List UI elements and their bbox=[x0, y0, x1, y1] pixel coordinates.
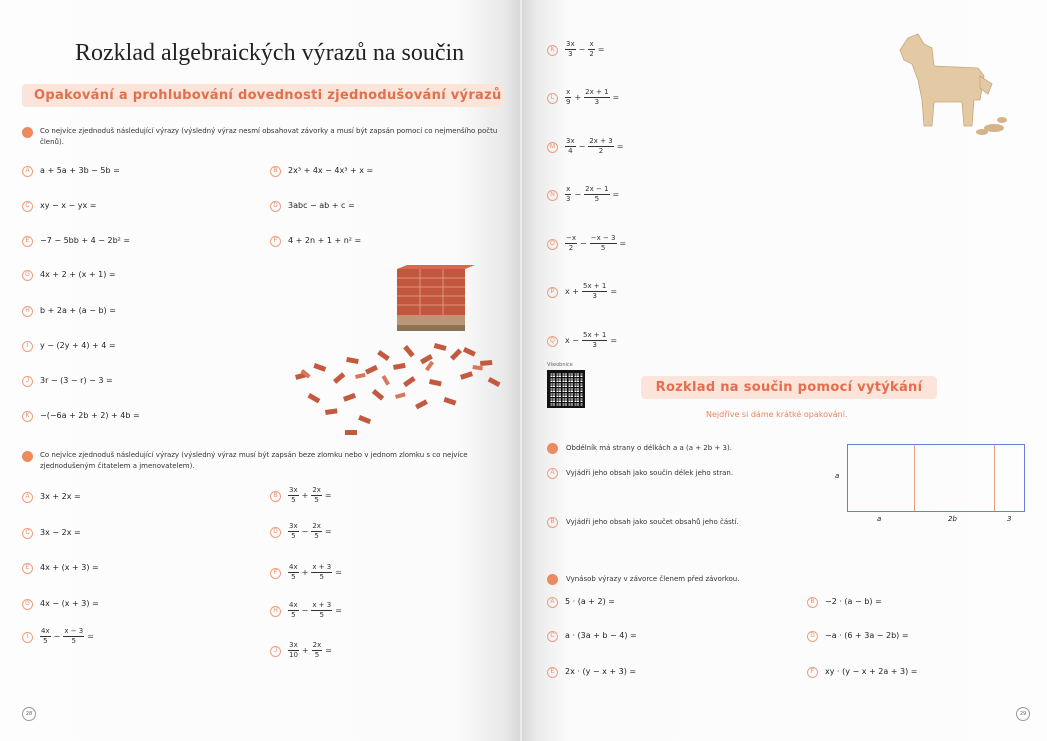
letter-badge: C bbox=[547, 631, 558, 642]
denominator: 2 bbox=[598, 147, 604, 155]
numerator: 3x bbox=[566, 137, 575, 145]
fraction bbox=[288, 641, 299, 660]
letter-badge: F bbox=[270, 236, 281, 247]
right-page bbox=[522, 0, 1047, 741]
operator: − bbox=[580, 239, 587, 248]
fraction bbox=[311, 522, 322, 541]
operator: + bbox=[301, 568, 309, 577]
numerator: 3x bbox=[289, 486, 298, 494]
equals: = bbox=[324, 491, 332, 500]
numerator: 4x bbox=[41, 627, 50, 635]
letter-badge: H bbox=[22, 306, 33, 317]
letter-badge: J bbox=[270, 646, 281, 657]
operator: − bbox=[53, 632, 61, 641]
operator: − bbox=[574, 190, 582, 199]
page-title: Rozklad algebraických výrazů na součin bbox=[75, 40, 465, 66]
fraction bbox=[288, 563, 299, 582]
denominator: 3 bbox=[594, 98, 600, 106]
numerator: 2x − 1 bbox=[585, 185, 609, 193]
numerator: 2x + 1 bbox=[585, 88, 609, 96]
letter-badge: J bbox=[22, 376, 33, 387]
page-number-right: 29 bbox=[1016, 707, 1030, 721]
numerator: x + 3 bbox=[312, 563, 332, 571]
equals: = bbox=[335, 606, 342, 615]
letter-badge: M bbox=[547, 142, 558, 153]
question-number-2 bbox=[22, 451, 33, 462]
letter-badge: F bbox=[807, 667, 818, 678]
fraction bbox=[40, 627, 51, 646]
numerator: x bbox=[589, 40, 594, 48]
fraction bbox=[590, 234, 617, 253]
expression: xy − x − yx = bbox=[40, 201, 97, 210]
numerator: x bbox=[566, 88, 571, 96]
denominator: 4 bbox=[568, 147, 573, 155]
prefix-term: x − bbox=[565, 336, 579, 345]
fraction bbox=[312, 641, 323, 660]
fraction bbox=[311, 601, 332, 620]
fraction-expression bbox=[565, 282, 620, 301]
letter-badge: B bbox=[547, 517, 558, 528]
expression: 2x · (y − x + 3) = bbox=[565, 667, 637, 676]
fraction bbox=[565, 40, 576, 59]
equals: = bbox=[324, 527, 332, 536]
question-number-2 bbox=[547, 574, 558, 585]
segment-divider bbox=[914, 445, 915, 511]
letter-badge: I bbox=[22, 632, 33, 643]
letter-badge: A bbox=[547, 597, 558, 608]
denominator: 2 bbox=[589, 50, 594, 58]
letter-badge: O bbox=[547, 239, 558, 250]
denominator: 5 bbox=[291, 532, 296, 540]
fraction-expression bbox=[565, 88, 622, 107]
fraction bbox=[565, 137, 576, 156]
fraction-expression bbox=[565, 331, 620, 350]
letter-badge: D bbox=[807, 631, 818, 642]
segment-divider bbox=[994, 445, 995, 511]
expression: 3r − (3 − r) − 3 = bbox=[40, 376, 113, 385]
operator: − bbox=[578, 45, 586, 54]
letter-badge: A bbox=[22, 492, 33, 503]
numerator: x − 3 bbox=[64, 627, 84, 635]
expression: −7 − 5bb + 4 − 2b² = bbox=[40, 236, 131, 245]
fraction bbox=[582, 282, 607, 301]
denominator: 9 bbox=[566, 98, 571, 106]
equals: = bbox=[619, 239, 627, 248]
fraction bbox=[311, 563, 332, 582]
fraction bbox=[288, 522, 299, 541]
fraction bbox=[584, 88, 609, 107]
operator: − bbox=[578, 142, 586, 151]
denominator: 5 bbox=[314, 496, 319, 504]
numerator: 2x bbox=[312, 522, 321, 530]
denominator: 5 bbox=[600, 244, 606, 252]
letter-badge: H bbox=[270, 606, 281, 617]
expression: −a · (6 + 3a − 2b) = bbox=[825, 631, 909, 640]
numerator: 4x bbox=[289, 601, 298, 609]
fraction-expression bbox=[40, 627, 97, 646]
numerator: 3x bbox=[566, 40, 575, 48]
fraction-expression bbox=[565, 185, 622, 204]
expression: b + 2a + (a − b) = bbox=[40, 306, 116, 315]
numerator: 4x bbox=[289, 563, 298, 571]
page-number-left: 28 bbox=[22, 707, 36, 721]
fraction bbox=[63, 627, 84, 646]
numerator: 5x + 1 bbox=[582, 282, 607, 290]
numerator: x + 3 bbox=[312, 601, 332, 609]
letter-badge: A bbox=[22, 166, 33, 177]
expression: −2 · (a − b) = bbox=[825, 597, 882, 606]
letter-badge: G bbox=[22, 270, 33, 281]
equals: = bbox=[610, 287, 618, 296]
denominator: 3 bbox=[592, 341, 597, 349]
numerator: 2x + 3 bbox=[589, 137, 613, 145]
segment-label-a: a bbox=[877, 515, 882, 523]
question-number-1 bbox=[547, 443, 558, 454]
task-text: Vyjádři jeho obsah jako součet obsahů jeho částí. bbox=[566, 518, 739, 526]
letter-badge: F bbox=[270, 568, 281, 579]
letter-badge: K bbox=[547, 45, 558, 56]
numerator: 5x + 1 bbox=[582, 331, 607, 339]
fraction-expression bbox=[288, 522, 335, 541]
expression: 4x + (x + 3) = bbox=[40, 563, 99, 572]
letter-badge: E bbox=[22, 236, 33, 247]
letter-badge: L bbox=[547, 93, 558, 104]
rectangle-diagram bbox=[847, 444, 1025, 512]
denominator: 3 bbox=[592, 292, 597, 300]
numerator: 2x bbox=[312, 641, 322, 649]
numerator: 3x bbox=[289, 641, 298, 649]
equals: = bbox=[87, 632, 94, 641]
letter-badge: A bbox=[547, 468, 558, 479]
denominator: 5 bbox=[71, 637, 76, 645]
equals: = bbox=[612, 93, 620, 102]
expression: 3abc − ab + c = bbox=[288, 201, 355, 210]
expression: y − (2y + 4) + 4 = bbox=[40, 341, 116, 350]
question-2-text: Co nejvíce zjednoduš následující výrazy (výsledný výraz musí být zapsán beze zlomku nebo v jednom zlomku s co nejvíce zjednodušeným čitatelem a jmenovatelem). bbox=[40, 451, 468, 470]
question-number-1 bbox=[22, 127, 33, 138]
numerator: −x − 3 bbox=[590, 234, 616, 242]
letter-badge: K bbox=[22, 411, 33, 422]
expression: a + 5a + 3b − 5b = bbox=[40, 166, 120, 175]
denominator: 2 bbox=[568, 244, 574, 252]
task-text: Vyjádři jeho obsah jako součin délek jeho stran. bbox=[566, 469, 734, 477]
expression: xy · (y − x + 2a + 3) = bbox=[825, 667, 918, 676]
denominator: 3 bbox=[566, 195, 571, 203]
fraction-expression bbox=[288, 641, 335, 660]
expression: 3x + 2x = bbox=[40, 492, 81, 501]
question-1-text: Co nejvíce zjednoduš následující výrazy (výsledný výraz nesmí obsahovat závorky a musí být zapsán pomocí co nejmenšího počtu členů). bbox=[40, 127, 498, 146]
section-banner: Rozklad na součin pomocí vytýkání bbox=[641, 376, 937, 399]
fraction bbox=[288, 486, 299, 505]
expression: 4x + 2 + (x + 1) = bbox=[40, 270, 116, 279]
letter-badge: C bbox=[22, 528, 33, 539]
letter-badge: E bbox=[547, 667, 558, 678]
operator: − bbox=[301, 527, 309, 536]
fraction-expression bbox=[565, 234, 629, 253]
fraction bbox=[582, 331, 607, 350]
fraction bbox=[584, 185, 609, 204]
equals: = bbox=[612, 190, 620, 199]
question-1-text: Obdélník má strany o délkách a a (a + 2b + 3). bbox=[566, 444, 732, 452]
fraction-expression bbox=[565, 40, 607, 59]
letter-badge: B bbox=[807, 597, 818, 608]
denominator: 10 bbox=[289, 651, 298, 659]
denominator: 5 bbox=[319, 611, 324, 619]
letter-badge: I bbox=[22, 341, 33, 352]
letter-badge: C bbox=[22, 201, 33, 212]
letter-badge: D bbox=[270, 201, 281, 212]
bricks-pallet-image bbox=[285, 265, 515, 445]
letter-badge: P bbox=[547, 287, 558, 298]
denominator: 5 bbox=[291, 573, 296, 581]
qr-code[interactable] bbox=[547, 370, 585, 408]
wooden-horse-image bbox=[894, 30, 1009, 142]
denominator: 5 bbox=[291, 611, 296, 619]
denominator: 5 bbox=[314, 651, 320, 659]
letter-badge: N bbox=[547, 190, 558, 201]
fraction-expression bbox=[565, 137, 626, 156]
left-page bbox=[0, 0, 520, 741]
operator: + bbox=[301, 491, 309, 500]
operator: + bbox=[574, 93, 582, 102]
equals: = bbox=[610, 336, 618, 345]
numerator: 3x bbox=[289, 522, 298, 530]
letter-badge: D bbox=[270, 527, 281, 538]
expression: 4x − (x + 3) = bbox=[40, 599, 99, 608]
denominator: 5 bbox=[319, 573, 324, 581]
rectangle-side-label: a bbox=[835, 472, 840, 480]
expression: 3x − 2x = bbox=[40, 528, 81, 537]
denominator: 5 bbox=[291, 496, 296, 504]
fraction bbox=[311, 486, 322, 505]
question-2-text: Vynásob výrazy v závorce členem před závorkou. bbox=[566, 575, 740, 583]
denominator: 5 bbox=[43, 637, 48, 645]
fraction-expression bbox=[288, 563, 345, 582]
prefix-term: x + bbox=[565, 287, 579, 296]
section-subtitle: Nejdříve si dáme krátké opakování. bbox=[706, 410, 848, 419]
expression: 4 + 2n + 1 + n² = bbox=[288, 236, 362, 245]
denominator: 5 bbox=[594, 195, 600, 203]
operator: + bbox=[301, 646, 309, 655]
numerator: 2x bbox=[312, 486, 321, 494]
fraction-expression bbox=[288, 486, 335, 505]
numerator: x bbox=[566, 185, 571, 193]
letter-badge: B bbox=[270, 166, 281, 177]
section-banner: Opakování a prohlubování dovednosti zjednodušování výrazů bbox=[22, 84, 504, 107]
letter-badge: G bbox=[22, 599, 33, 610]
numerator: −x bbox=[566, 234, 577, 242]
operator: − bbox=[301, 606, 309, 615]
letter-badge: B bbox=[270, 491, 281, 502]
equals: = bbox=[616, 142, 624, 151]
letter-badge: Q bbox=[547, 336, 558, 347]
qr-label: Všeobnice bbox=[547, 362, 573, 368]
fraction bbox=[565, 234, 577, 253]
fraction bbox=[288, 601, 299, 620]
segment-label-3: 3 bbox=[1007, 515, 1012, 523]
letter-badge: E bbox=[22, 563, 33, 574]
segment-label-2b: 2b bbox=[948, 515, 957, 523]
equals: = bbox=[335, 568, 342, 577]
equals: = bbox=[597, 45, 605, 54]
expression: −(−6a + 2b + 2) + 4b = bbox=[40, 411, 140, 420]
expression: 2x³ + 4x − 4x³ + x = bbox=[288, 166, 374, 175]
denominator: 3 bbox=[568, 50, 573, 58]
equals: = bbox=[325, 646, 332, 655]
expression: 5 · (a + 2) = bbox=[565, 597, 615, 606]
fraction-expression bbox=[288, 601, 345, 620]
fraction bbox=[588, 137, 613, 156]
denominator: 5 bbox=[314, 532, 319, 540]
expression: a · (3a + b − 4) = bbox=[565, 631, 637, 640]
